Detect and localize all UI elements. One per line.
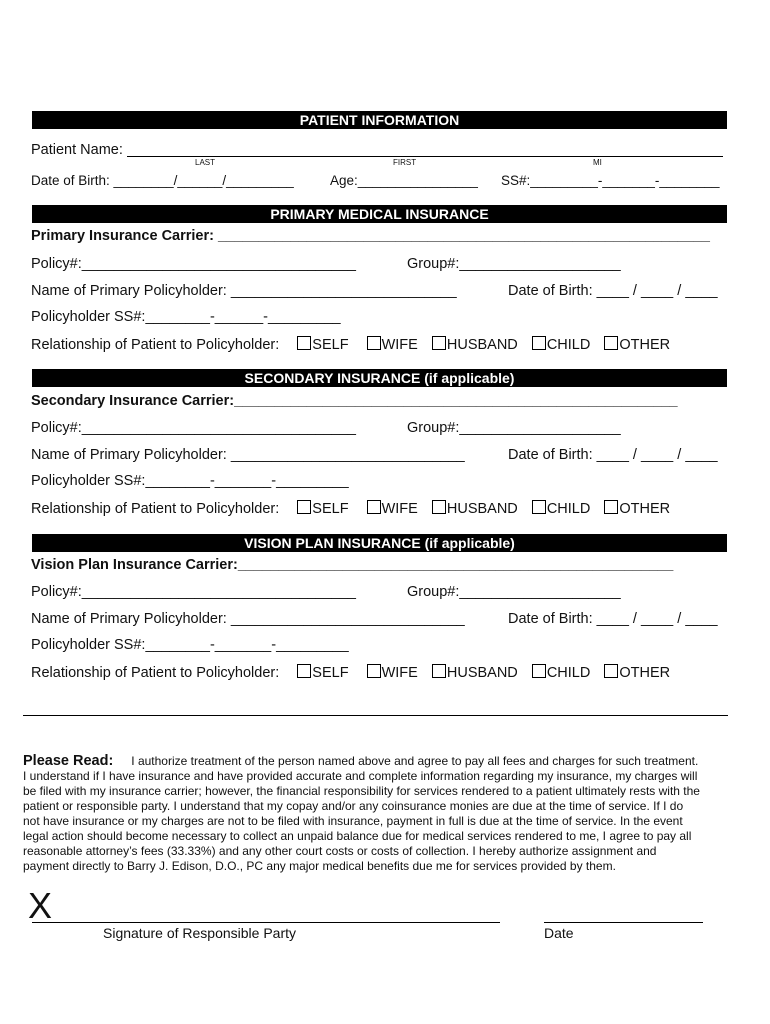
date-label: Date <box>544 925 574 941</box>
checkbox-icon <box>367 500 381 514</box>
signature-label: Signature of Responsible Party <box>103 925 296 941</box>
name-sub-last: LAST <box>195 158 216 167</box>
primary-relationship-row <box>31 336 670 353</box>
primary-holder-name-field[interactable]: Name of Primary Policyholder: ____________________________ <box>31 283 457 299</box>
signature-line[interactable] <box>32 922 500 923</box>
checkbox-icon <box>604 664 618 678</box>
vision-group-field[interactable]: Group#:____________________ <box>407 584 621 600</box>
relationship-label: Relationship of Patient to Policyholder: <box>31 501 280 517</box>
vision-policy-field[interactable]: Policy#:__________________________________ <box>31 584 356 600</box>
checkbox-icon <box>532 336 546 350</box>
please-read-line: payment directly to Barry J. Edison, D.O., PC any major medical benefits due me for services provided by them. <box>23 859 616 873</box>
secondary-checkbox-husband[interactable]: HUSBAND <box>432 500 518 517</box>
please-read-title: Please Read: <box>23 753 114 769</box>
please-read-line: reasonable attorney’s fees (33.33%) and any other court costs or costs of collection. I hereby authorize assignment and <box>23 844 657 858</box>
please-read-paragraph <box>23 754 733 874</box>
patient-name-label: Patient Name: <box>31 142 123 158</box>
secondary-header: SECONDARY INSURANCE (if applicable) <box>32 369 727 387</box>
signature-x-mark: X <box>28 885 53 926</box>
primary-group-field[interactable]: Group#:____________________ <box>407 256 621 272</box>
primary-checkbox-child[interactable]: CHILD <box>532 336 591 353</box>
patient-ss-field[interactable]: SS#:_________-_______-________ <box>501 173 720 188</box>
secondary-relationship-row <box>31 500 670 517</box>
vision-checkbox-child[interactable]: CHILD <box>532 664 591 681</box>
checkbox-icon <box>432 500 446 514</box>
primary-checkbox-other[interactable]: OTHER <box>604 336 670 353</box>
please-read-line: I understand if I have insurance and have provided accurate and complete information regarding my insurance, my charges will <box>23 769 698 783</box>
please-read-line: be filed with my insurance carrier; however, the financial responsibility for services rendered to a patient ultimately rests with the <box>23 784 700 798</box>
checkbox-icon <box>367 664 381 678</box>
patient-name-field[interactable] <box>127 156 723 157</box>
secondary-checkbox-other[interactable]: OTHER <box>604 500 670 517</box>
vision-checkbox-other[interactable]: OTHER <box>604 664 670 681</box>
checkbox-icon <box>297 664 311 678</box>
secondary-holder-name-field[interactable]: Name of Primary Policyholder: _____________________________ <box>31 447 465 463</box>
name-sub-first: FIRST <box>393 158 417 167</box>
primary-checkbox-wife[interactable]: WIFE <box>367 336 418 353</box>
section-divider <box>23 715 728 716</box>
primary-carrier-field[interactable]: Primary Insurance Carrier: _____________________________________________________________ <box>31 228 710 244</box>
secondary-group-field[interactable]: Group#:____________________ <box>407 420 621 436</box>
vision-carrier-field[interactable]: Vision Plan Insurance Carrier:______________________________________________________ <box>31 557 674 573</box>
primary-checkbox-self[interactable]: SELF <box>297 336 348 353</box>
checkbox-icon <box>604 336 618 350</box>
please-read-line: not have insurance or my charges are not to be filed with insurance, payment in full is due at the time of service. In the event <box>23 814 683 828</box>
secondary-holder-ss-field[interactable]: Policyholder SS#:________-_______-_________ <box>31 473 349 489</box>
secondary-holder-dob-field[interactable]: Date of Birth: ____ / ____ / ____ <box>508 447 718 463</box>
vision-holder-ss-field[interactable]: Policyholder SS#:________-_______-_________ <box>31 637 349 653</box>
relationship-label: Relationship of Patient to Policyholder: <box>31 337 280 353</box>
please-read-line: I authorize treatment of the person named above and agree to pay all fees and charges for such treatment. <box>131 754 699 768</box>
primary-checkbox-husband[interactable]: HUSBAND <box>432 336 518 353</box>
vision-checkbox-husband[interactable]: HUSBAND <box>432 664 518 681</box>
primary-holder-dob-field[interactable]: Date of Birth: ____ / ____ / ____ <box>508 283 718 299</box>
vision-holder-dob-field[interactable]: Date of Birth: ____ / ____ / ____ <box>508 611 718 627</box>
patient-info-header: PATIENT INFORMATION <box>32 111 727 129</box>
secondary-carrier-field[interactable]: Secondary Insurance Carrier:_______________________________________________________ <box>31 393 678 409</box>
secondary-checkbox-child[interactable]: CHILD <box>532 500 591 517</box>
secondary-checkbox-self[interactable]: SELF <box>297 500 348 517</box>
please-read-line: patient or responsible party. I understand that my copay and/or any coinsurance monies are due at the time of service. If I do <box>23 799 684 813</box>
checkbox-icon <box>432 336 446 350</box>
patient-age-field[interactable]: Age:________________ <box>330 173 478 188</box>
primary-holder-ss-field[interactable]: Policyholder SS#:________-______-_________ <box>31 309 341 325</box>
vision-checkbox-wife[interactable]: WIFE <box>367 664 418 681</box>
vision-relationship-row <box>31 664 670 681</box>
relationship-label: Relationship of Patient to Policyholder: <box>31 665 280 681</box>
secondary-checkbox-wife[interactable]: WIFE <box>367 500 418 517</box>
checkbox-icon <box>532 664 546 678</box>
primary-header: PRIMARY MEDICAL INSURANCE <box>32 205 727 223</box>
vision-holder-name-field[interactable]: Name of Primary Policyholder: _____________________________ <box>31 611 465 627</box>
checkbox-icon <box>432 664 446 678</box>
name-sub-mi: MI <box>593 158 602 167</box>
checkbox-icon <box>297 336 311 350</box>
vision-header: VISION PLAN INSURANCE (if applicable) <box>32 534 727 552</box>
checkbox-icon <box>532 500 546 514</box>
vision-checkbox-self[interactable]: SELF <box>297 664 348 681</box>
primary-policy-field[interactable]: Policy#:__________________________________ <box>31 256 356 272</box>
checkbox-icon <box>367 336 381 350</box>
please-read-line: legal action should become necessary to collect an unpaid balance due for medical services rendered to me, I agree to pay all <box>23 829 692 843</box>
date-line[interactable] <box>544 922 703 923</box>
secondary-policy-field[interactable]: Policy#:__________________________________ <box>31 420 356 436</box>
patient-dob-field[interactable]: Date of Birth: ________/______/_________ <box>31 173 294 188</box>
checkbox-icon <box>604 500 618 514</box>
checkbox-icon <box>297 500 311 514</box>
